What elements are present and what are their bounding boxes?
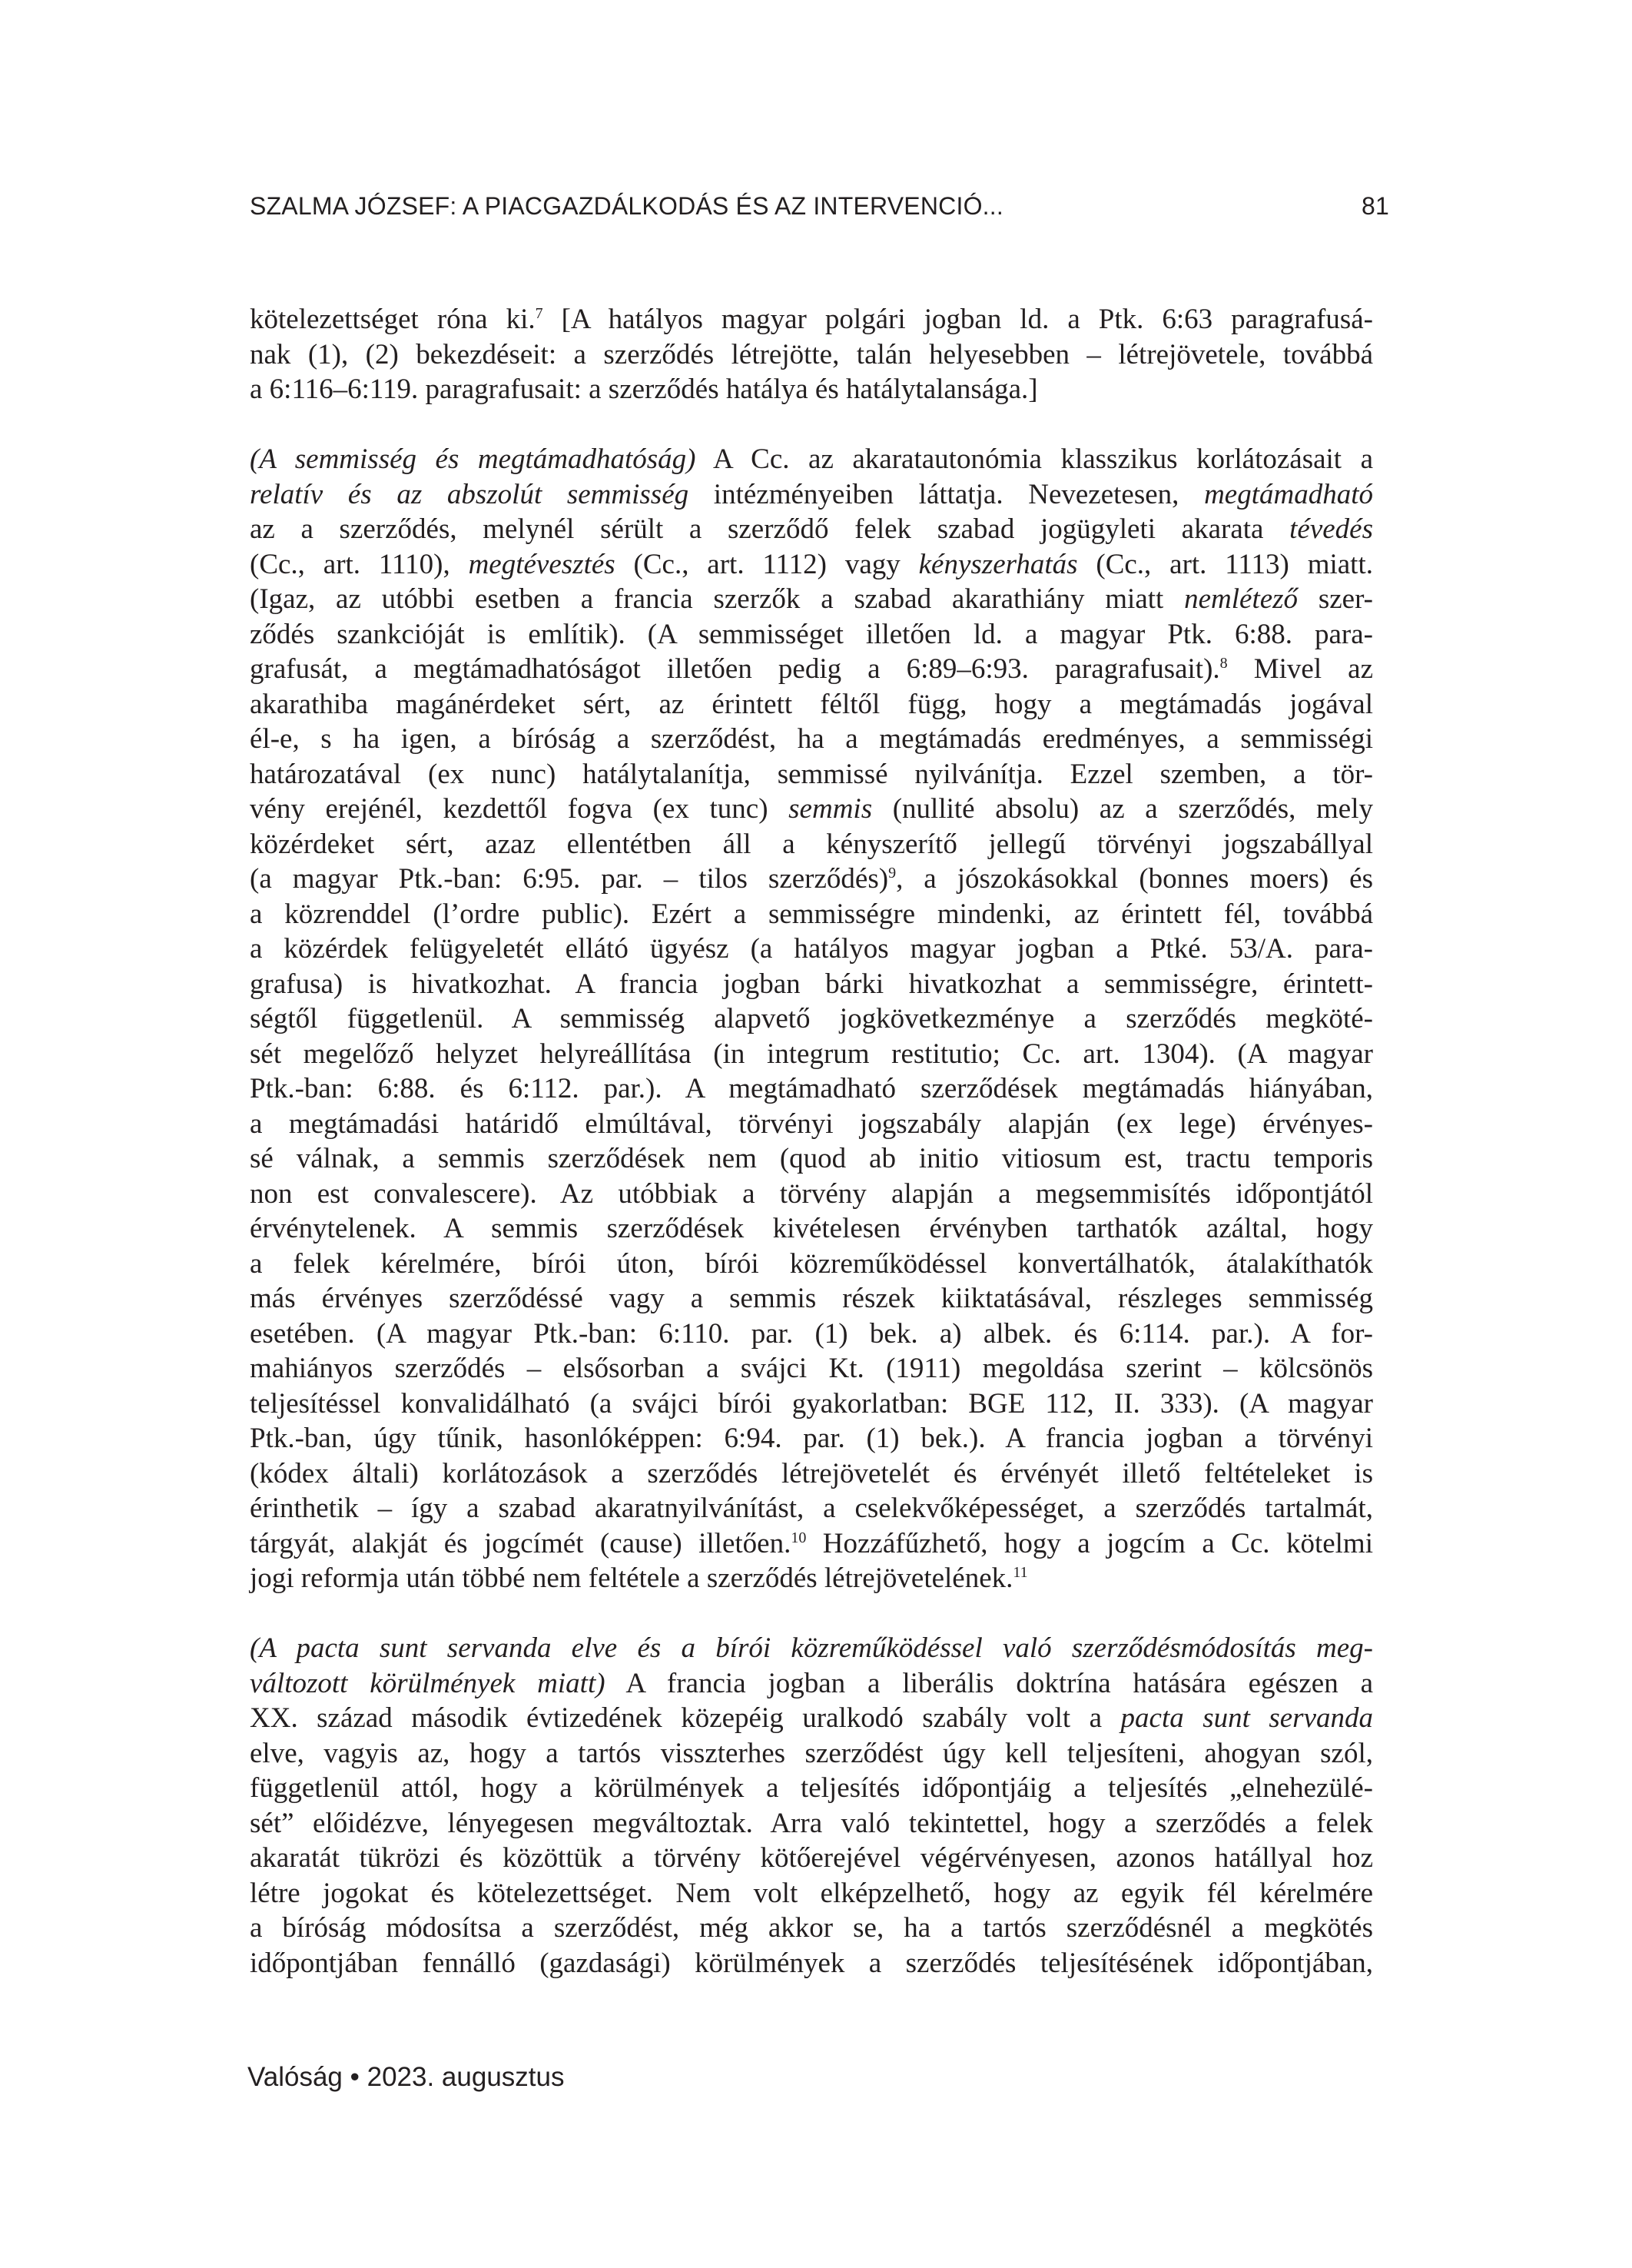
text-run: akaratát tükrözi és közöttük a törvény kötőerejével végérvényesen, azonos hatállyal hoz [250,1842,1373,1874]
text-line [250,617,1373,653]
text-line [250,442,1373,477]
text-run: grafusa) is hivatkozhat. A francia jogban bárki hivatkozhat a semmisségre, érintett- [250,968,1373,1000]
text-run: a 6:116–6:119. paragrafusait: a szerződés hatálya és hatálytalansága.] [250,374,1038,405]
text-run: érinthetik – így a szabad akaratnyilvánítást, a cselekvőképességet, a szerződés tartalmát, [250,1493,1373,1524]
italic-text: semmis [788,793,873,825]
text-run: esetében. (A magyar Ptk.-ban: 6:110. par. (1) bek. a) albek. és 6:114. par.). A for- [250,1317,1373,1350]
text-run: (kódex általi) korlátozások a szerződés létrejövetelét és érvényét illető feltételeket is [250,1457,1373,1489]
text-line [250,477,1373,513]
text-line [250,1526,1373,1562]
text-line [250,512,1373,547]
text-run: időpontjában fennálló (gazdasági) körülmények a szerződés teljesítésének időpontjában, [250,1947,1373,1979]
text-run: létre jogokat és kötelezettséget. Nem volt elképzelhető, hogy az egyik fél kérelmére [250,1877,1373,1909]
text-run: intézményeiben láttatja. Nevezetesen, [688,478,1205,510]
text-run: ségtől függetlenül. A semmisség alapvető jogkövetkezménye a szerződés megköté- [250,1003,1373,1034]
text-line [250,1771,1373,1806]
text-line [250,862,1373,897]
italic-text: megtámadható [1204,478,1373,510]
italic-text: megtévesztés [468,548,615,580]
text-line [250,582,1373,617]
text-line [250,337,1373,373]
text-run: vény erejénél, kezdettől fogva (ex tunc) [250,793,789,825]
paragraph-nullity-and-voidability [250,442,1373,1596]
page-number: 81 [1362,192,1389,220]
text-run: Ptk.-ban, úgy tűnik, hasonlóképpen: 6:94. par. (1) bek.). A francia jogban a törvényi [250,1423,1373,1454]
text-run: nak (1), (2) bekezdéseit: a szerződés létrejötte, talán helyesebben – létrejövetele, továbbá [250,338,1373,370]
text-run: sét megelőző helyzet helyreállítása (in integrum restitutio; Cc. art. 1304). (A magyar [250,1038,1373,1070]
paragraph-continuation [250,302,1373,407]
text-line [250,1701,1373,1736]
text-run: függetlenül attól, hogy a körülmények a teljesítés időpontjáig a teljesítés „elnehezülé- [250,1772,1373,1804]
text-run: grafusát, a megtámadhatóságot illetően pedig a 6:89–6:93. paragrafusait). [250,653,1220,685]
text-run: (Cc., art. 1110), [250,548,469,580]
text-run: elve, vagyis az, hogy a tartós visszterhes szerződést úgy kell teljesíteni, ahogyan szól, [250,1737,1373,1769]
text-line [250,1911,1373,1946]
text-run: a felek kérelmére, bírói úton, bírói közreműködéssel konvertálhatók, átalakíthatók [250,1247,1373,1280]
text-run: teljesítéssel konvalidálható (a svájci bírói gyakorlatban: BGE 112, II. 333). (A magyar [250,1387,1373,1420]
text-line [250,547,1373,583]
text-run: XX. század második évtizedének közepéig uralkodó szabály volt a [250,1702,1121,1734]
text-line [250,757,1373,792]
text-run: A Cc. az akaratautonómia klasszikus korlátozásait a [695,443,1374,475]
text-line [250,1736,1373,1772]
text-line [250,722,1373,757]
text-run: a megtámadási határidő elmúltával, törvényi jogszabály alapján (ex lege) érvényes- [250,1107,1373,1140]
text-line [250,1631,1373,1666]
text-run: határozatával (ex nunc) hatálytalanítja, semmissé nyilvánítja. Ezzel szemben, a tör- [250,758,1373,790]
journal-name: Valóság [247,2062,343,2092]
text-line [250,652,1373,687]
text-line [250,1421,1373,1456]
text-line [250,792,1373,827]
text-run: a közérdek felügyeletét ellátó ügyész (a hatályos magyar jogban a Ptké. 53/A. para- [250,933,1373,965]
footnote-ref[interactable]: 10 [791,1529,807,1546]
text-line [250,1037,1373,1072]
text-run: jogi reformja után többé nem feltétele a szerződés létrejövetelének. [250,1562,1013,1594]
text-line [250,302,1373,337]
text-run: tárgyát, alakját és jogcímét (cause) illetően. [250,1527,791,1559]
italic-text: (A semmisség és megtámadhatóság) [250,443,696,475]
text-run: Hozzáfűzhető, hogy a jogcím a Cc. kötelmi [806,1527,1373,1559]
italic-text: pacta sunt servanda [1120,1702,1373,1734]
italic-text: (A pacta sunt servanda elve és a bírói közreműködéssel való szerződésmódosítás meg- [250,1632,1373,1664]
text-run: sé válnak, a semmis szerződések nem (quod ab initio vitiosum est, tractu temporis [250,1143,1373,1174]
text-line [250,897,1373,932]
italic-text: relatív és az abszolút semmisség [250,478,689,510]
text-line [250,1666,1373,1702]
text-line [250,1107,1373,1142]
paragraph-pacta-sunt-servanda [250,1631,1373,1981]
text-run: más érvényes szerződéssé vagy a semmis részek kiiktatásával, részleges semmisség [250,1283,1373,1314]
text-run: szer- [1298,583,1373,615]
text-line [250,1876,1373,1911]
text-line [250,1247,1373,1282]
text-run: (Igaz, az utóbbi esetben a francia szerzők a szabad akarathiány miatt [250,583,1185,615]
italic-text: tévedés [1289,513,1373,545]
text-line [250,1491,1373,1526]
text-run: sét” előidézve, lényegesen megváltoztak. Arra való tekintettel, hogy a szerződés a felek [250,1807,1373,1839]
footnote-ref[interactable]: 8 [1219,655,1228,672]
running-head [250,191,1389,221]
text-line [250,1281,1373,1317]
text-line [250,1386,1373,1422]
text-run: a bíróság módosítsa a szerződést, még akkor se, ha a tartós szerződésnél a megkötés [250,1912,1373,1944]
text-run: akarathiba magánérdeket sért, az érintett féltől függ, hogy a megtámadás jogával [250,688,1373,720]
text-run: non est convalescere). Az utóbbiak a törvény alapján a megsemmisítés időpontjától [250,1177,1373,1210]
text-line [250,1317,1373,1352]
text-run: ződés szankcióját is említik). (A semmisséget illetően ld. a magyar Ptk. 6:88. para- [250,618,1373,650]
text-line [250,687,1373,722]
issue-date: 2023. augusztus [367,2062,565,2092]
text-run: Ptk.-ban: 6:88. és 6:112. par.). A megtámadható szerződések megtámadás hiányában, [250,1073,1373,1104]
text-run: az a szerződés, melynél sérült a szerződő felek szabad jogügyleti akarata [250,513,1290,545]
text-line [250,1806,1373,1841]
text-line [250,1177,1373,1212]
text-run: (Cc., art. 1112) vagy [615,548,919,580]
footer-separator: • [350,2062,360,2092]
text-run: A francia jogban a liberális doktrína hatására egészen a [605,1667,1373,1699]
text-line [250,1351,1373,1386]
text-line [250,372,1373,407]
text-line [250,1841,1373,1876]
text-run: kötelezettséget róna ki. [250,304,536,335]
italic-text: nemlétező [1184,583,1299,615]
text-line [250,827,1373,862]
text-run: (Cc., art. 1113) miatt. [1077,548,1373,580]
article-body [250,302,1373,1981]
text-line [250,1071,1373,1107]
text-line [250,967,1373,1002]
text-line [250,1211,1373,1247]
footnote-ref[interactable]: 7 [535,305,543,322]
text-line [250,1456,1373,1492]
text-line [250,1561,1373,1596]
text-line [250,1946,1373,1981]
text-run: közérdeket sért, azaz ellentétben áll a kényszerítő jellegű törvényi jogszabállyal [250,828,1373,860]
footnote-ref[interactable]: 9 [888,865,897,882]
text-run: (nullité absolu) az a szerződés, mely [872,793,1373,825]
text-line [250,1001,1373,1037]
text-run: érvénytelenek. A semmis szerződések kivételesen érvényben tarthatók azáltal, hogy [250,1213,1373,1244]
italic-text: változott körülmények miatt) [250,1667,605,1699]
text-run: a közrenddel (l’ordre public). Ezért a semmisségre mindenki, az érintett fél, továbbá [250,898,1373,930]
page-footer [247,2061,565,2094]
footnote-ref[interactable]: 11 [1013,1564,1028,1581]
text-line [250,931,1373,967]
italic-text: kényszerhatás [918,548,1078,580]
text-run: (a magyar Ptk.-ban: 6:95. par. – tilos szerződés) [250,863,889,895]
text-run: [A hatályos magyar polgári jogban ld. a Ptk. 6:63 paragrafusá- [542,304,1373,335]
text-run: , a jószokásokkal (bonnes moers) és [896,863,1373,895]
running-title: SZALMA JÓZSEF: A PIACGAZDÁLKODÁS ÉS AZ INTERVENCIÓ... [250,192,1003,220]
text-run: Mivel az [1227,653,1373,685]
text-run: mahiányos szerződés – elsősorban a svájci Kt. (1911) megoldása szerint – kölcsönös [250,1353,1373,1384]
text-line [250,1141,1373,1177]
text-run: él-e, s ha igen, a bíróság a szerződést, ha a megtámadás eredményes, a semmisségi [250,723,1373,755]
